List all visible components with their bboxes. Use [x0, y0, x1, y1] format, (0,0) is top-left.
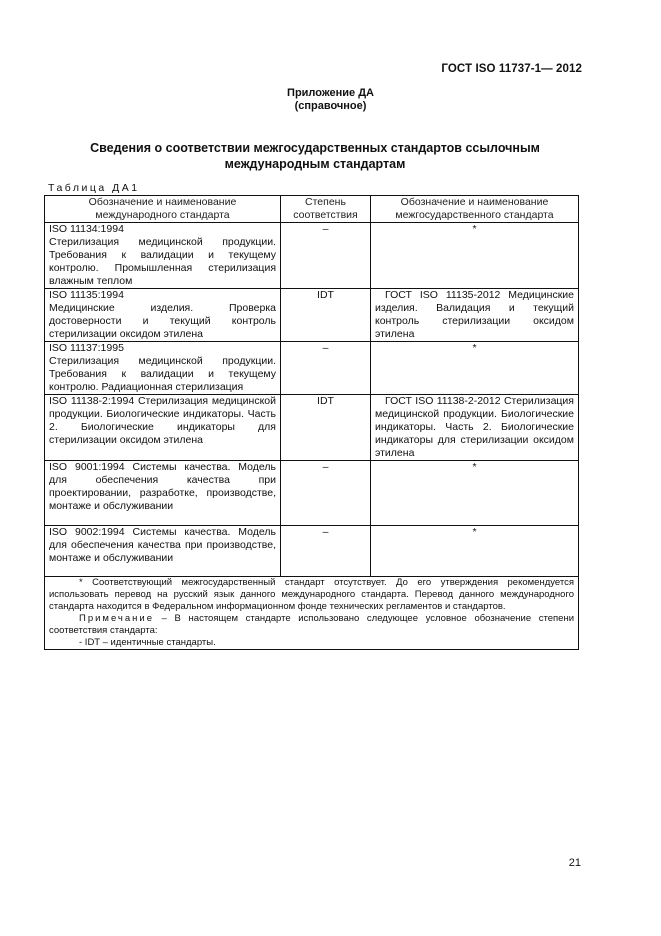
document-code-header: ГОСТ ISO 11737-1— 2012: [441, 63, 582, 75]
table-notes-row: [45, 577, 579, 650]
table-row: [45, 461, 579, 526]
appendix-title: Приложение ДА: [287, 87, 374, 99]
international-standard-cell: [45, 289, 281, 342]
international-standard-cell: ISO 9001:1994 Системы качества. Модель для обеспечения качества при проектировании, разработке, производстве, монтаже и обслуживании: [45, 461, 281, 526]
interstate-standard-cell: *: [371, 526, 579, 577]
international-standard-cell: ISO 9002:1994 Системы качества. Модель для обеспечения качества при производстве, монтаже и обслуживании: [45, 526, 281, 577]
interstate-standard-cell: *: [371, 342, 579, 395]
interstate-standard-cell: ГОСТ ISO 11135-2012 Медицинские изделия. Валидация и текущий контроль стерилизации оксидом этилена: [371, 289, 579, 342]
international-standard-name: Стерилизация медицинской продукции. Требования к валидации и текущему контролю. Промышленная стерилизация влажным теплом: [49, 236, 276, 287]
degree-cell: –: [281, 461, 371, 526]
table-row: [45, 395, 579, 461]
table-note: [49, 613, 574, 637]
note-text: – В настоящем стандарте использовано следующее условное обозначение степени соответствия стандарта:: [49, 613, 575, 636]
table-notes-cell: [45, 577, 579, 650]
header-international-standard: Обозначение и наименование международного стандарта: [45, 196, 281, 223]
table-row: [45, 289, 579, 342]
table-row: [45, 342, 579, 395]
appendix-heading: [0, 87, 661, 113]
document-title-line2: международным стандартам: [224, 157, 406, 171]
international-standard-cell: [45, 342, 281, 395]
interstate-standard-cell: ГОСТ ISO 11138-2-2012 Стерилизация медицинской продукции. Биологические индикаторы. Часть 2. Биологические индикаторы для стерилизации оксидом этилена: [371, 395, 579, 461]
international-standard-code: ISO 11137:1995: [49, 342, 124, 354]
appendix-subtitle: (справочное): [294, 100, 367, 112]
international-standard-cell: ISO 11138-2:1994 Стерилизация медицинской продукции. Биологические индикаторы. Часть 2. Биологические индикаторы для стерилизации оксидом этилена: [45, 395, 281, 461]
interstate-standard-cell: *: [371, 461, 579, 526]
degree-cell: –: [281, 223, 371, 289]
note-item: - IDT – идентичные стандарты.: [79, 637, 216, 648]
table-row: [45, 223, 579, 289]
table-footnote: * Соответствующий межгосударственный стандарт отсутствует. До его утверждения рекомендуется использовать перевод на русский язык данного международного стандарта. Перевод данного международного стандарта находится в Федеральном информационном фонде технических регламентов и стандартов.: [49, 577, 574, 612]
international-standard-name: Медицинские изделия. Проверка достоверности и текущий контроль стерилизации оксидом этилена: [49, 302, 276, 340]
interstate-standard-cell: *: [371, 223, 579, 289]
standards-correspondence-table: [44, 195, 579, 650]
degree-cell: IDT: [281, 395, 371, 461]
page-number: 21: [568, 857, 581, 869]
international-standard-code: ISO 11134:1994: [49, 223, 124, 235]
table-row: [45, 526, 579, 577]
international-standard-code: ISO 11135:1994: [49, 289, 124, 301]
header-interstate-standard: Обозначение и наименование межгосударственного стандарта: [371, 196, 579, 223]
document-title-line1: Сведения о соответствии межгосударственных стандартов ссылочным: [90, 141, 540, 155]
international-standard-cell: [45, 223, 281, 289]
degree-cell: –: [281, 342, 371, 395]
table-header-row: [45, 196, 579, 223]
degree-cell: IDT: [281, 289, 371, 342]
table-caption: Таблица ДА1: [48, 182, 140, 194]
degree-cell: –: [281, 526, 371, 577]
note-label: Примечание: [79, 613, 154, 624]
document-title: [60, 140, 570, 172]
international-standard-name: Стерилизация медицинской продукции. Требования к валидации и текущему контролю. Радиационная стерилизация: [49, 355, 276, 393]
header-degree: Степень соответствия: [281, 196, 371, 223]
